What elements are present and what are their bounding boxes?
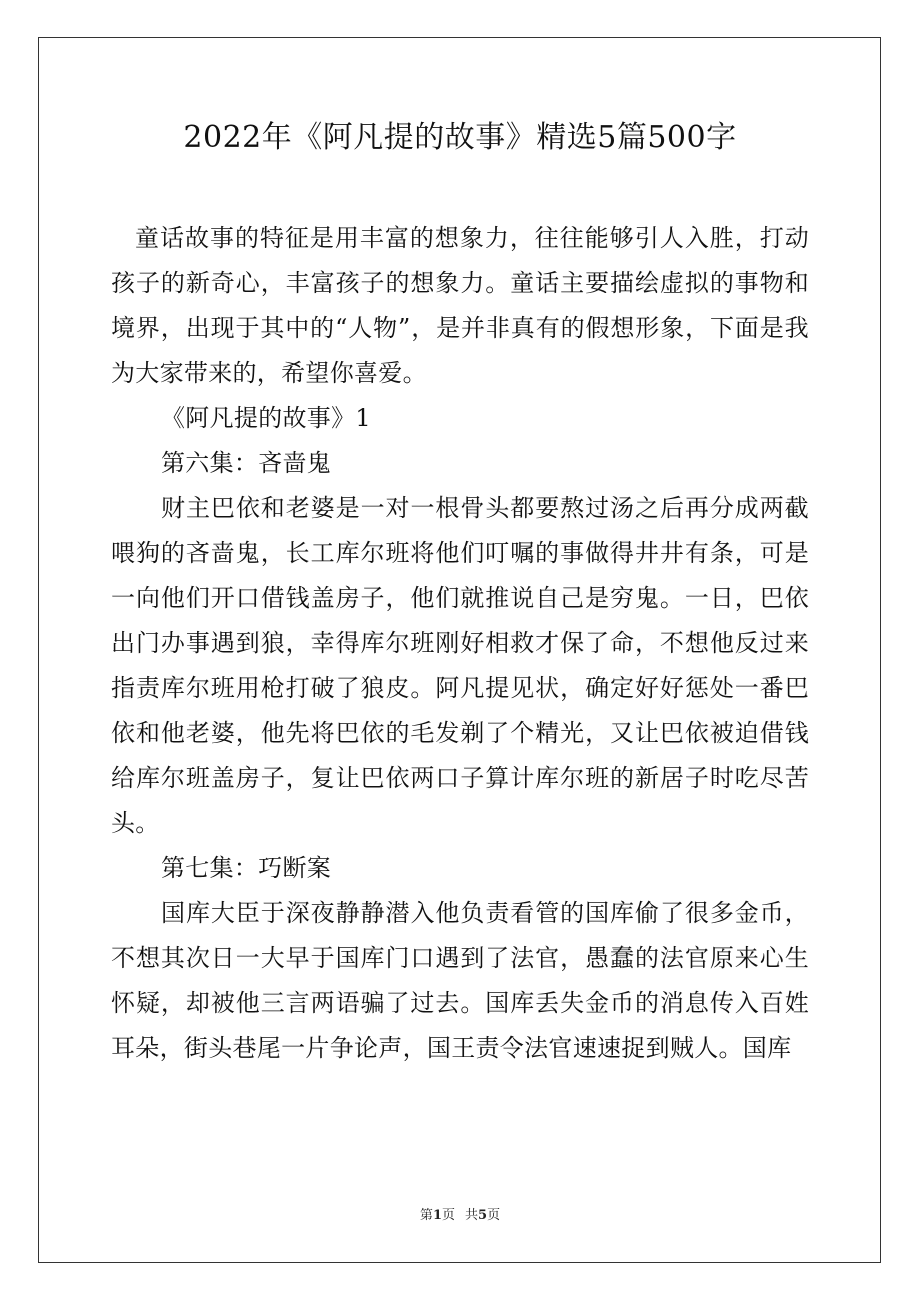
- footer-page-suffix: 页: [441, 1208, 455, 1223]
- episode-heading: 第六集：吝啬鬼: [161, 449, 332, 477]
- episode-heading: 第七集：巧断案: [161, 854, 332, 882]
- document-title: 2022年《阿凡提的故事》精选5篇500字: [183, 120, 737, 155]
- intro-paragraph: 童话故事的特征是用丰富的想象力，往往能够引人入胜，打动孩子的新奇心，丰富孩子的想象力。童话主要描绘虚拟的事物和境界，出现于其中的“人物”，是并非真有的假想形象，下面是我为大家带来的，希望你喜爱。: [111, 224, 809, 387]
- episode-paragraph: 财主巴依和老婆是一对一根骨头都要熬过汤之后再分成两截喂狗的吝啬鬼，长工库尔班将他们叮嘱的事做得井井有条，可是一向他们开口借钱盖房子，他们就推说自己是穷鬼。一日，巴依出门办事遇到狼，幸得库尔班刚好相救才保了命，不想他反过来指责库尔班用枪打破了狼皮。阿凡提见状，确定好好惩处一番巴依和他老婆，他先将巴依的毛发剃了个精光，又让巴依被迫借钱给库尔班盖房子，复让巴依两口子算计库尔班的新居子时吃尽苦头。: [111, 494, 809, 837]
- footer-total-prefix: 共: [465, 1208, 479, 1223]
- footer-page-prefix: 第: [419, 1208, 433, 1223]
- story-heading: 《阿凡提的故事》1: [161, 404, 371, 432]
- footer-total-suffix: 页: [487, 1208, 501, 1223]
- page-footer: [0, 1207, 920, 1225]
- document-body: [111, 216, 809, 1071]
- footer-page-total: 5: [478, 1208, 488, 1223]
- episode-paragraph: 国库大臣于深夜静静潜入他负责看管的国库偷了很多金币，不想其次日一大早于国库门口遇到了法官，愚蠢的法官原来心生怀疑，却被他三言两语骗了过去。国库丢失金币的消息传入百姓耳朵，街头巷尾一片争论声，国王责令法官速速捉到贼人。国库: [111, 899, 809, 1062]
- footer-page-current: 1: [432, 1208, 442, 1223]
